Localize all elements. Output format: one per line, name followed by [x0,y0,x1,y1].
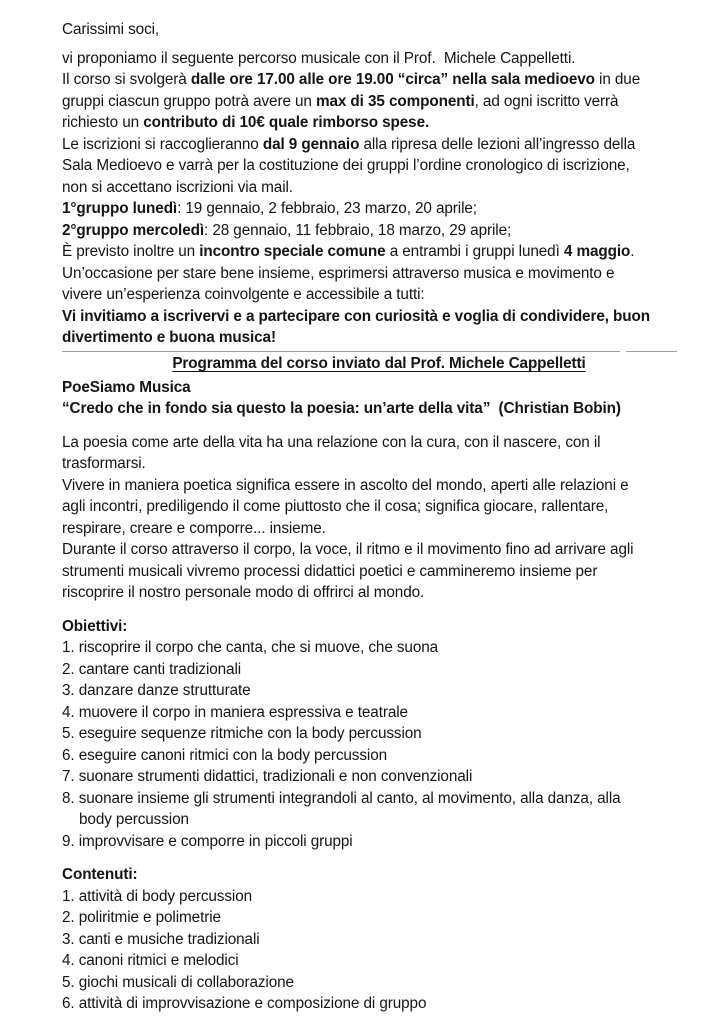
text-run: 4. canoni ritmici e melodici [62,952,239,969]
list-item [62,723,696,745]
list-item [62,929,696,951]
section-divider [62,351,696,352]
program-line [62,518,696,540]
text-run: 2. cantare canti tradizionali [62,660,242,678]
text-run: : 19 gennaio, 2 febbraio, 23 marzo, 20 aprile; [177,200,477,217]
list-item [62,950,696,972]
text-run: alla ripresa delle lezioni all’ingresso della [359,135,636,153]
text-run: Sala Medioevo e varrà per la costituzione dei gruppi l’ordine cronologico di iscrizione, [62,157,630,174]
list-item [62,637,696,659]
text-run: in due [594,71,641,88]
list-item [62,886,696,908]
text-run: 6. eseguire canoni ritmici con la body percussion [62,746,388,764]
text-run: vi proponiamo il seguente percorso musicale con il Prof. Michele Cappelletti. [62,49,576,67]
text-run: Carissimi soci, [62,21,160,38]
list-item [62,659,696,681]
text-run: contributo di 10€ quale rimborso spese. [143,114,430,131]
text-run: 6. attività di improvvisazione e composizione di gruppo [62,995,427,1012]
text-run: trasformarsi. [62,455,146,472]
text-run: riscoprire il nostro personale modo di offrirci al mondo. [62,584,425,601]
text-run: incontro speciale comune [199,243,386,260]
program-line [62,582,696,604]
text-run: Le iscrizioni si raccoglieranno [62,135,263,153]
text-run: La poesia come arte della vita ha una relazione con la cura, con il nascere, con il [62,433,601,451]
letter-line [62,134,696,156]
text-run: Vivere in maniera poetica significa essere in ascolto del mondo, aperti alle relazioni e [62,476,629,494]
program-body [62,377,696,1015]
list-item-continuation [62,809,696,831]
text-run: 9. improvvisare e comporre in piccoli gruppi [62,832,353,850]
list-item [62,831,696,853]
text-run: 1. attività di body percussion [62,887,253,905]
text-run: strumenti musicali vivremo processi didattici poetici e cammineremo insieme per [62,562,598,580]
text-run: Contenuti: [62,866,138,883]
section-title [62,353,696,375]
letter-line [62,327,696,349]
text-run: 2. poliritmie e polimetrie [62,909,221,926]
text-run: 4 maggio [563,243,631,260]
list-item [62,993,696,1015]
divider-segment-left [62,351,620,352]
letter-line [62,155,696,177]
text-run: dal 9 gennaio [262,135,360,153]
program-subtitle [62,377,696,399]
text-run: Vi invitiamo a iscrivervi e a partecipare con curiosità e voglia di condividere, buon [62,307,651,325]
text-run: dalle ore 17.00 alle ore 19.00 “circa” nella sala medioevo [190,71,595,88]
text-run: agli incontri, prediligendo il come piuttosto che il cosa; significa giocare, rallentare, [62,498,609,515]
text-run: a entrambi i gruppi lunedì [385,243,564,260]
list-item [62,745,696,767]
letter-body [62,19,696,349]
text-run: 5. giochi musicali di collaborazione [62,973,294,991]
text-run: max di 35 componenti [315,92,475,110]
text-run: 2°gruppo mercoledì [62,221,205,239]
text-run: Obiettivi: [62,617,128,635]
program-line [62,561,696,583]
program-line [62,432,696,454]
text-run: 3. danzare danze strutturate [62,682,251,699]
text-run: gruppi ciascun gruppo potrà avere un [62,92,316,110]
letter-line [62,48,696,70]
text-run: È previsto inoltre un [62,243,200,260]
list-item [62,680,696,702]
list-item [62,972,696,994]
letter-line [62,263,696,285]
text-run: 7. suonare strumenti didattici, tradizionali e non convenzionali [62,768,473,785]
text-run: 4. muovere il corpo in maniera espressiva e teatrale [62,703,408,721]
list-item [62,788,696,810]
letter-line [62,112,696,134]
schedule-line [62,198,696,220]
letter-line [62,241,696,263]
text-run: 5. eseguire sequenze ritmiche con la body percussion [62,725,422,742]
letter-line [62,284,696,306]
text-run: divertimento e buona musica! [62,329,276,346]
divider-segment-right [626,351,677,352]
text-run: 1°gruppo lunedì [62,200,178,217]
text-run: respirare, creare e comporre... insieme. [62,519,326,537]
text-run: 8. suonare insieme gli strumenti integrandoli al canto, al movimento, alla danza, alla [62,789,621,807]
program-line [62,539,696,561]
letter-line [62,69,696,91]
text-run: body percussion [79,811,189,828]
text-run: “Credo che in fondo sia questo la poesia: un’arte della vita” (Christian Bobin) [62,400,621,417]
text-run: Un’occasione per stare bene insieme, esprimersi attraverso musica e movimento e [62,264,615,282]
section-heading-contenuti [62,864,696,886]
section-heading-obiettivi [62,616,696,638]
schedule-line [62,220,696,242]
section-title-text: Programma del corso inviato dal Prof. Michele Cappelletti [172,355,586,372]
salutation [62,19,696,41]
list-item [62,766,696,788]
list-item [62,907,696,929]
list-item [62,702,696,724]
program-line [62,453,696,475]
program-line [62,475,696,497]
text-run: Durante il corso attraverso il corpo, la voce, il ritmo e il movimento fino ad arrivare agli [62,541,634,558]
program-line [62,496,696,518]
text-run: vivere un’esperienza coinvolgente e accessibile a tutti: [62,286,425,303]
text-run: 3. canti e musiche tradizionali [62,930,260,948]
letter-line [62,306,696,328]
text-run: . [630,243,635,260]
text-run: 1. riscoprire il corpo che canta, che si muove, che suona [62,639,439,656]
program-quote [62,398,696,420]
text-run: : 28 gennaio, 11 febbraio, 18 marzo, 29 aprile; [204,221,512,239]
letter-line [62,91,696,113]
text-run: richiesto un [62,114,144,131]
text-run: non si accettano iscrizioni via mail. [62,178,293,196]
text-run: PoeSiamo Musica [62,378,191,396]
text-run: Il corso si svolgerà [62,71,191,88]
letter-line [62,177,696,199]
text-run: , ad ogni iscritto verrà [474,92,619,110]
